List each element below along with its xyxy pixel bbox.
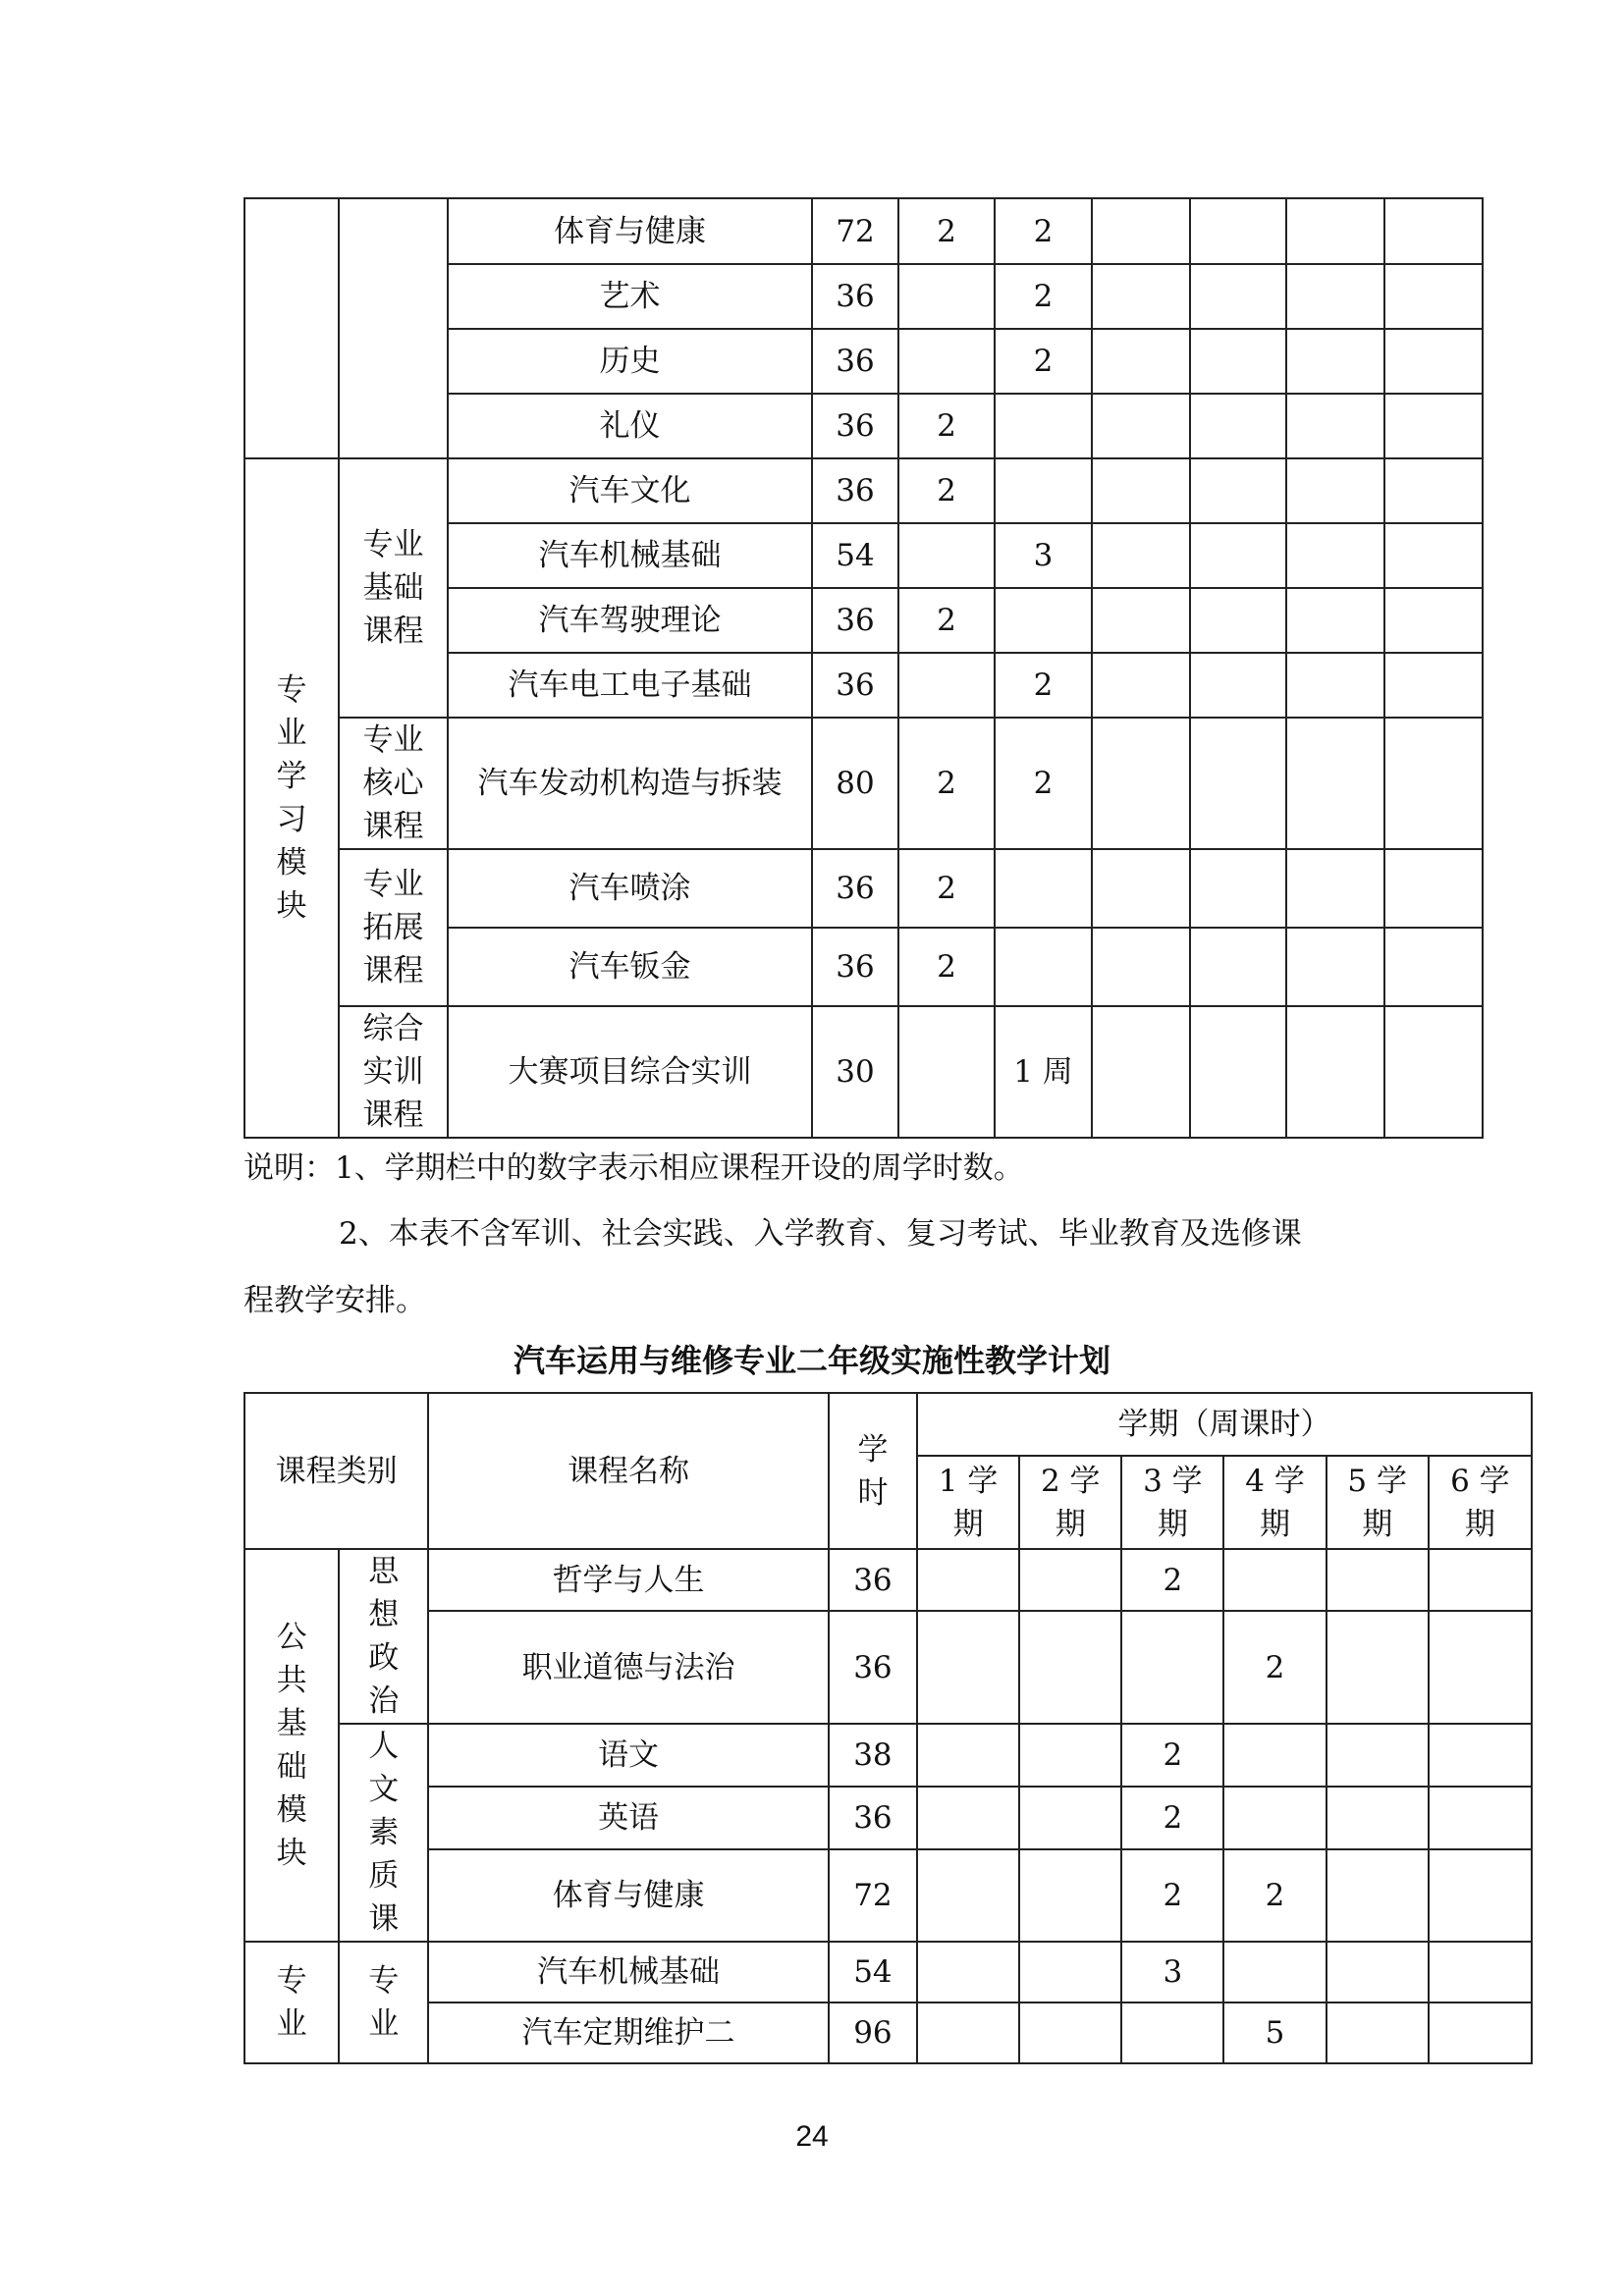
- second-year-teaching-plan-table: [244, 1392, 1533, 2064]
- semester-cell: [1429, 1849, 1532, 1942]
- group-label-cell: [339, 718, 448, 849]
- course-name: 体育与健康: [428, 1849, 829, 1942]
- course-hours: 36: [829, 1549, 917, 1611]
- semester-cell: [1326, 1724, 1429, 1787]
- semester-cell: [1326, 1942, 1429, 2002]
- course-name: 汽车电工电子基础: [448, 653, 812, 718]
- course-hours: 30: [812, 1006, 898, 1138]
- semester-cell: [1019, 1611, 1121, 1724]
- semester-cell: [1121, 1611, 1223, 1724]
- semester-cell: [1019, 1849, 1121, 1942]
- semester-cell: [1326, 1849, 1429, 1942]
- semester-cell: [1223, 1549, 1326, 1611]
- semester-2-cell: [995, 394, 1092, 458]
- group-label-cell: [339, 1006, 448, 1138]
- course-name: 汽车驾驶理论: [448, 588, 812, 653]
- semester-1-cell: 2: [898, 198, 995, 264]
- header-semester-2: 2 学期: [1040, 1463, 1101, 1542]
- group-label: 综合实训课程: [362, 1011, 424, 1133]
- semester-cell: [1019, 2002, 1121, 2063]
- semester-cell: [1429, 1549, 1532, 1611]
- semester-1-cell: 2: [898, 928, 995, 1006]
- course-name: 英语: [428, 1787, 829, 1849]
- table-row: [244, 1724, 1532, 1787]
- subcategory-cell-empty: [339, 198, 448, 458]
- course-hours: 36: [829, 1611, 917, 1724]
- semester-1-cell: [898, 264, 995, 329]
- course-hours: 72: [829, 1849, 917, 1942]
- course-hours: 36: [812, 588, 898, 653]
- header-semester-cell: [1121, 1456, 1223, 1549]
- table-title: 汽车运用与维修专业二年级实施性教学计划: [513, 1342, 1110, 1379]
- module-label: 公共基础模块: [276, 1620, 307, 1871]
- course-hours: 36: [812, 928, 898, 1006]
- semester-1-cell: [898, 523, 995, 588]
- semester-2-cell: 2: [995, 198, 1092, 264]
- semester-cell: [917, 1549, 1019, 1611]
- semester-cell: [1019, 1549, 1121, 1611]
- group-label: 思想政治: [368, 1554, 400, 1719]
- semester-cell: [1326, 2002, 1429, 2063]
- note-line-1: 说明：1、学期栏中的数字表示相应课程开设的周学时数。: [244, 1150, 1024, 1186]
- group-label-cell: [339, 1549, 428, 1724]
- course-hours: 80: [812, 718, 898, 849]
- course-name: 汽车机械基础: [428, 1942, 829, 2002]
- group-label-cell: [339, 1724, 428, 1942]
- group-label: 人文素质课: [368, 1729, 400, 1937]
- semester-cell: [1121, 2002, 1223, 2063]
- course-hours: 36: [812, 653, 898, 718]
- header-course-name: 课程名称: [428, 1393, 829, 1549]
- header-semester-group: 学期（周课时）: [917, 1393, 1532, 1456]
- semester-cell: [1223, 1724, 1326, 1787]
- semester-cell: [1429, 1942, 1532, 2002]
- semester-cell: [1429, 1787, 1532, 1849]
- module-label-cell: [244, 1549, 339, 1942]
- course-hours: 36: [812, 849, 898, 928]
- semester-cell: [1223, 1787, 1326, 1849]
- semester-cell: [1429, 1611, 1532, 1724]
- semester-cell: 5: [1223, 2002, 1326, 2063]
- course-hours: 72: [812, 198, 898, 264]
- semester-cell: [917, 1724, 1019, 1787]
- note-line-3: 程教学安排。: [244, 1283, 426, 1318]
- semester-2-cell: 1 周: [995, 1006, 1092, 1138]
- semester-2-cell: 2: [995, 329, 1092, 394]
- semester-cell: 2: [1121, 1787, 1223, 1849]
- semester-2-cell: 2: [995, 653, 1092, 718]
- semester-cell: [1019, 1787, 1121, 1849]
- course-hours: 36: [812, 458, 898, 523]
- group-label-cell: [339, 849, 448, 1006]
- course-name: 汽车发动机构造与拆装: [448, 718, 812, 849]
- header-hours-cell: [829, 1393, 917, 1549]
- semester-2-cell: [995, 588, 1092, 653]
- semester-1-cell: 2: [898, 718, 995, 849]
- course-name: 哲学与人生: [428, 1549, 829, 1611]
- header-semester-6: 6 学期: [1450, 1463, 1510, 1542]
- semester-2-cell: 3: [995, 523, 1092, 588]
- semester-cell: [1019, 1942, 1121, 2002]
- semester-1-cell: [898, 329, 995, 394]
- semester-cell: [1019, 1724, 1121, 1787]
- semester-cell: [1326, 1611, 1429, 1724]
- semester-cell: [917, 1611, 1019, 1724]
- semester-cell: 2: [1223, 1611, 1326, 1724]
- course-name: 职业道德与法治: [428, 1611, 829, 1724]
- semester-cell: [917, 2002, 1019, 2063]
- header-semester-cell: [1223, 1456, 1326, 1549]
- header-semester-cell: [917, 1456, 1019, 1549]
- course-hours: 38: [829, 1724, 917, 1787]
- semester-cell: 2: [1121, 1549, 1223, 1611]
- header-semester-4: 4 学期: [1245, 1463, 1305, 1542]
- table-row: [244, 1849, 1532, 1942]
- semester-cell: [1326, 1787, 1429, 1849]
- group-label: 专业: [368, 1963, 400, 2042]
- course-name: 体育与健康: [448, 198, 812, 264]
- table-row: [244, 1611, 1532, 1724]
- course-name: 汽车定期维护二: [428, 2002, 829, 2063]
- course-name: 语文: [428, 1724, 829, 1787]
- semester-cell: [1326, 1549, 1429, 1611]
- course-name: 大赛项目综合实训: [448, 1006, 812, 1138]
- semester-cell: [917, 1787, 1019, 1849]
- semester-cell: 2: [1121, 1849, 1223, 1942]
- semester-cell: [917, 1849, 1019, 1942]
- course-hours: 96: [829, 2002, 917, 2063]
- semester-2-cell: [995, 458, 1092, 523]
- semester-cell: 2: [1121, 1724, 1223, 1787]
- header-semester-3: 3 学期: [1143, 1463, 1203, 1542]
- group-label-cell: [339, 458, 448, 718]
- table-row: [244, 718, 1483, 849]
- page-number: 24: [795, 2120, 829, 2153]
- table-row: [244, 1942, 1532, 2002]
- semester-cell: [1429, 1724, 1532, 1787]
- header-hours: 学时: [857, 1431, 889, 1511]
- semester-1-cell: 2: [898, 849, 995, 928]
- semester-2-cell: [995, 849, 1092, 928]
- course-name: 汽车钣金: [448, 928, 812, 1006]
- semester-1-cell: 2: [898, 458, 995, 523]
- semester-2-cell: 2: [995, 718, 1092, 849]
- group-label-cell: [339, 1942, 428, 2063]
- semester-cell: [1429, 2002, 1532, 2063]
- course-name: 汽车文化: [448, 458, 812, 523]
- table-row: [244, 1006, 1483, 1138]
- header-row: [244, 1393, 1532, 1456]
- course-name: 历史: [448, 329, 812, 394]
- semester-cell: 2: [1223, 1849, 1326, 1942]
- header-semester-cell: [1429, 1456, 1532, 1549]
- group-label: 专业基础课程: [362, 527, 424, 649]
- teaching-plan-table-continued: [244, 197, 1484, 1139]
- course-hours: 36: [829, 1787, 917, 1849]
- course-hours: 36: [812, 264, 898, 329]
- group-label: 专业拓展课程: [362, 867, 424, 988]
- header-category: 课程类别: [244, 1393, 428, 1549]
- semester-1-cell: 2: [898, 394, 995, 458]
- module-label-cell: [244, 458, 339, 1138]
- note-line-2: 2、本表不含军训、社会实践、入学教育、复习考试、毕业教育及选修课: [339, 1216, 1302, 1252]
- category-cell-empty: [244, 198, 339, 458]
- module-label-cell: [244, 1942, 339, 2063]
- header-semester-5: 5 学期: [1347, 1463, 1407, 1542]
- header-semester-cell: [1326, 1456, 1429, 1549]
- table-row: [244, 1549, 1532, 1611]
- semester-2-cell: [995, 928, 1092, 1006]
- table-row: [244, 198, 1483, 264]
- course-name: 礼仪: [448, 394, 812, 458]
- course-name: 艺术: [448, 264, 812, 329]
- semester-2-cell: 2: [995, 264, 1092, 329]
- table-row: [244, 2002, 1532, 2063]
- table-row: [244, 849, 1483, 928]
- course-hours: 36: [812, 394, 898, 458]
- semester-1-cell: [898, 1006, 995, 1138]
- course-hours: 54: [812, 523, 898, 588]
- course-hours: 36: [812, 329, 898, 394]
- course-name: 汽车喷涂: [448, 849, 812, 928]
- module-label: 专业学习模块: [276, 672, 307, 924]
- table-row: [244, 458, 1483, 523]
- group-label: 专业核心课程: [362, 722, 424, 844]
- course-name: 汽车机械基础: [448, 523, 812, 588]
- semester-cell: [917, 1942, 1019, 2002]
- semester-1-cell: 2: [898, 588, 995, 653]
- semester-cell: 3: [1121, 1942, 1223, 2002]
- header-semester-1: 1 学期: [938, 1463, 999, 1542]
- table-row: [244, 1787, 1532, 1849]
- module-label: 专业: [276, 1963, 307, 2042]
- course-hours: 54: [829, 1942, 917, 2002]
- semester-cell: [1223, 1942, 1326, 2002]
- semester-1-cell: [898, 653, 995, 718]
- header-semester-cell: [1019, 1456, 1121, 1549]
